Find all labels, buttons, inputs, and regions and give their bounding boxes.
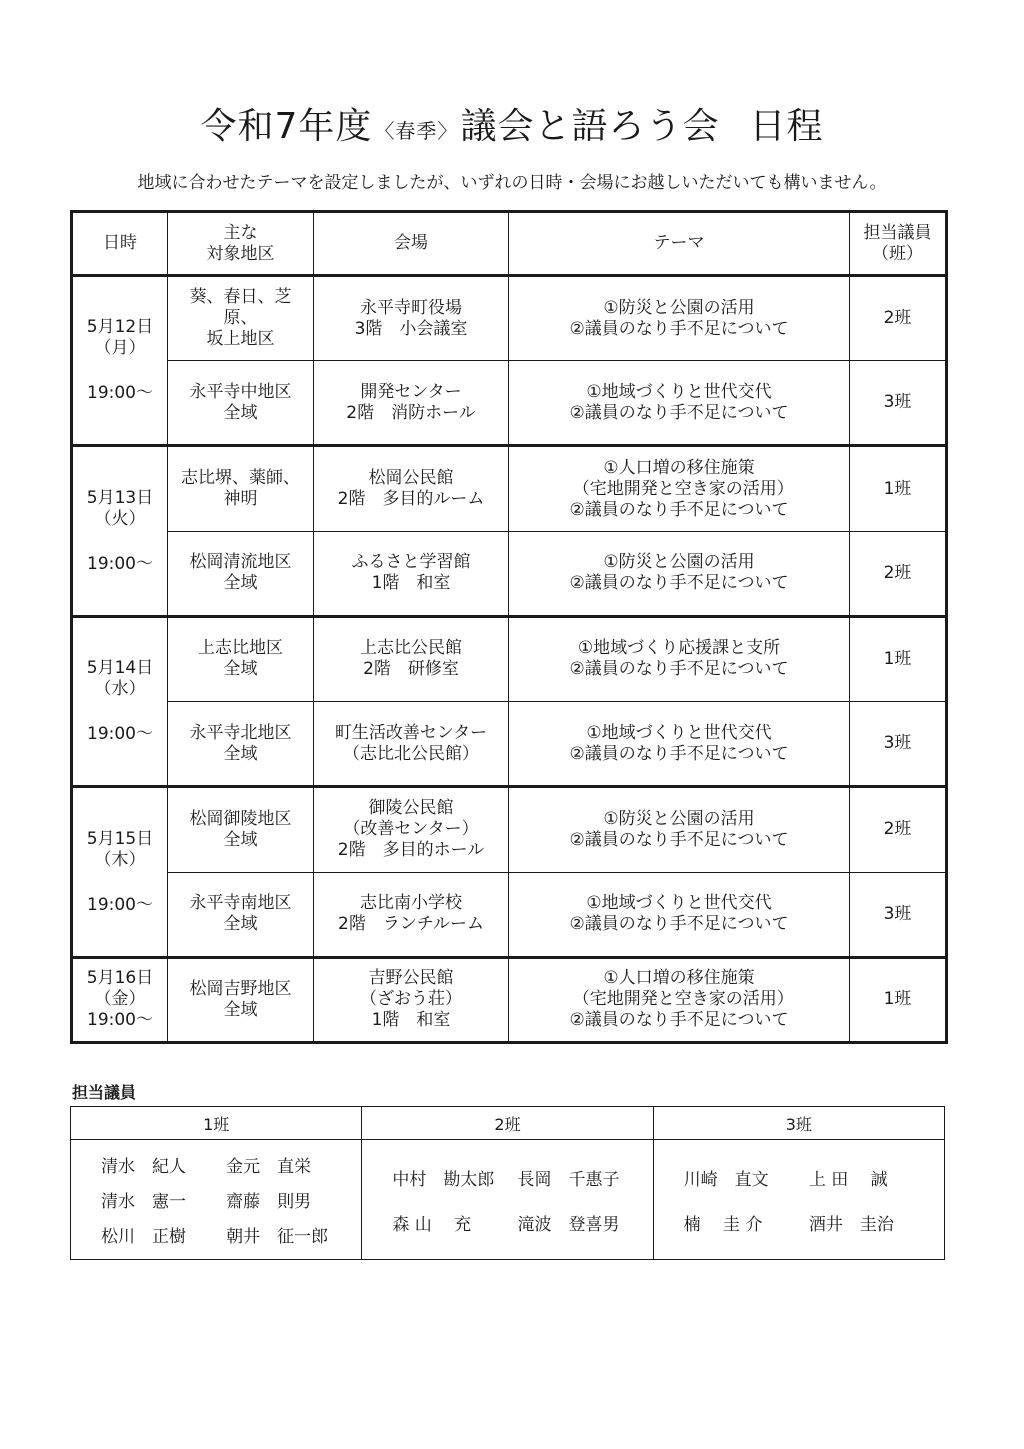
member-name: 楠 圭 介 bbox=[683, 1214, 763, 1235]
date-label: 5月12日 （月） bbox=[86, 317, 154, 359]
date-cell bbox=[72, 957, 168, 1042]
date-label: 5月15日 （木） bbox=[86, 828, 154, 870]
team-cell: 3班 bbox=[850, 872, 947, 957]
venue-cell: 吉野公民館 （ざおう荘） 1階 和室 bbox=[314, 957, 509, 1042]
member-name: 森 山 充 bbox=[392, 1214, 472, 1235]
schedule-body bbox=[72, 276, 947, 1043]
theme-cell: ①地域づくりと世代交代 ②議員のなり手不足について bbox=[509, 702, 850, 787]
schedule-row bbox=[72, 702, 947, 787]
member-name: 金元 直栄 bbox=[226, 1157, 312, 1177]
date-cell bbox=[72, 276, 168, 446]
header-theme: テーマ bbox=[509, 212, 850, 276]
schedule-row bbox=[72, 616, 947, 701]
member-name: 清水 憲一 bbox=[101, 1192, 186, 1212]
members-title: 担当議員 bbox=[72, 1083, 137, 1102]
theme-cell: ①地域づくりと世代交代 ②議員のなり手不足について bbox=[509, 872, 850, 957]
team-1-name: 1班 bbox=[71, 1107, 362, 1140]
theme-cell: ①地域づくり応援課と支所 ②議員のなり手不足について bbox=[509, 616, 850, 701]
area-cell: 永平寺中地区 全域 bbox=[168, 361, 314, 446]
title-year: 令和7年度 bbox=[200, 106, 373, 147]
area-cell: 志比堺、薬師、 神明 bbox=[168, 446, 314, 531]
area-cell: 永平寺南地区 全域 bbox=[168, 872, 314, 957]
schedule-row bbox=[72, 531, 947, 616]
date-cell bbox=[72, 787, 168, 957]
team-cell: 1班 bbox=[850, 446, 947, 531]
date-label: 5月13日 （火） bbox=[86, 487, 154, 529]
theme-cell: ①防災と公園の活用 ②議員のなり手不足について bbox=[509, 531, 850, 616]
theme-cell: ①人口増の移住施策 （宅地開発と空き家の活用） ②議員のなり手不足について bbox=[509, 957, 850, 1042]
team-cell: 3班 bbox=[850, 702, 947, 787]
time-label: 19:00～ bbox=[87, 724, 153, 745]
date-label: 5月14日 （水） bbox=[86, 658, 154, 700]
theme-cell: ①人口増の移住施策 （宅地開発と空き家の活用） ②議員のなり手不足について bbox=[509, 446, 850, 531]
member-name: 酒井 圭治 bbox=[808, 1214, 894, 1235]
team-2-members bbox=[362, 1140, 653, 1260]
title-suffix: 日程 bbox=[749, 106, 824, 147]
member-name: 上 田 誠 bbox=[808, 1169, 888, 1190]
area-cell: 葵、春日、芝原、 坂上地区 bbox=[168, 276, 314, 361]
member-name: 川崎 直文 bbox=[683, 1169, 769, 1190]
title-season: 〈春季〉 bbox=[374, 119, 459, 143]
team-3-name: 3班 bbox=[653, 1107, 944, 1140]
header-date: 日時 bbox=[72, 212, 168, 276]
schedule-row bbox=[72, 276, 947, 361]
venue-cell: 上志比公民館 2階 研修室 bbox=[314, 616, 509, 701]
venue-cell: ふるさと学習館 1階 和室 bbox=[314, 531, 509, 616]
team-cell: 1班 bbox=[850, 616, 947, 701]
date-cell bbox=[72, 446, 168, 616]
venue-cell: 松岡公民館 2階 多目的ルーム bbox=[314, 446, 509, 531]
header-team: 担当議員 （班） bbox=[850, 212, 947, 276]
schedule-table bbox=[70, 210, 948, 1044]
venue-cell: 志比南小学校 2階 ランチルーム bbox=[314, 872, 509, 957]
team-cell: 3班 bbox=[850, 361, 947, 446]
member-name: 朝井 征一郎 bbox=[226, 1227, 329, 1247]
page-subtitle: 地域に合わせたテーマを設定しましたが、いずれの日時・会場にお越しいただいても構いません。 bbox=[137, 173, 887, 193]
members-header-row bbox=[71, 1107, 945, 1140]
area-cell: 上志比地区 全域 bbox=[168, 616, 314, 701]
member-name: 中村 勘太郎 bbox=[392, 1169, 495, 1190]
time-label: 19:00～ bbox=[87, 894, 153, 915]
team-cell: 2班 bbox=[850, 787, 947, 872]
team-cell: 2班 bbox=[850, 531, 947, 616]
member-name: 長岡 千惠子 bbox=[517, 1169, 620, 1190]
theme-cell: ①防災と公園の活用 ②議員のなり手不足について bbox=[509, 787, 850, 872]
venue-cell: 開発センター 2階 消防ホール bbox=[314, 361, 509, 446]
member-name: 滝波 登喜男 bbox=[517, 1214, 620, 1235]
members-table bbox=[70, 1106, 945, 1260]
theme-cell: ①防災と公園の活用 ②議員のなり手不足について bbox=[509, 276, 850, 361]
schedule-row bbox=[72, 957, 947, 1042]
area-cell: 松岡清流地区 全域 bbox=[168, 531, 314, 616]
member-name: 松川 正樹 bbox=[101, 1227, 186, 1247]
member-name: 齋藤 則男 bbox=[226, 1192, 312, 1212]
members-row bbox=[71, 1140, 945, 1260]
header-area: 主な 対象地区 bbox=[168, 212, 314, 276]
page-title bbox=[0, 98, 1024, 148]
theme-cell: ①地域づくりと世代交代 ②議員のなり手不足について bbox=[509, 361, 850, 446]
team-3-members bbox=[653, 1140, 944, 1260]
team-cell: 2班 bbox=[850, 276, 947, 361]
time-label: 19:00～ bbox=[87, 383, 153, 404]
team-cell: 1班 bbox=[850, 957, 947, 1042]
venue-cell: 永平寺町役場 3階 小会議室 bbox=[314, 276, 509, 361]
title-event: 議会と語ろう会 bbox=[460, 106, 720, 147]
venue-cell: 町生活改善センター （志比北公民館） bbox=[314, 702, 509, 787]
venue-cell: 御陵公民館 （改善センター） 2階 多目的ホール bbox=[314, 787, 509, 872]
area-cell: 松岡御陵地区 全域 bbox=[168, 787, 314, 872]
date-label: 5月16日 （金） 19:00～ bbox=[86, 968, 154, 1031]
schedule-row bbox=[72, 446, 947, 531]
area-cell: 松岡吉野地区 全域 bbox=[168, 957, 314, 1042]
schedule-header-row bbox=[72, 212, 947, 276]
area-cell: 永平寺北地区 全域 bbox=[168, 702, 314, 787]
schedule-row bbox=[72, 872, 947, 957]
time-label: 19:00～ bbox=[87, 553, 153, 574]
header-venue: 会場 bbox=[314, 212, 509, 276]
date-cell bbox=[72, 616, 168, 786]
schedule-row bbox=[72, 787, 947, 872]
schedule-row bbox=[72, 361, 947, 446]
team-1-members bbox=[71, 1140, 362, 1260]
member-name: 清水 紀人 bbox=[101, 1157, 186, 1177]
team-2-name: 2班 bbox=[362, 1107, 653, 1140]
